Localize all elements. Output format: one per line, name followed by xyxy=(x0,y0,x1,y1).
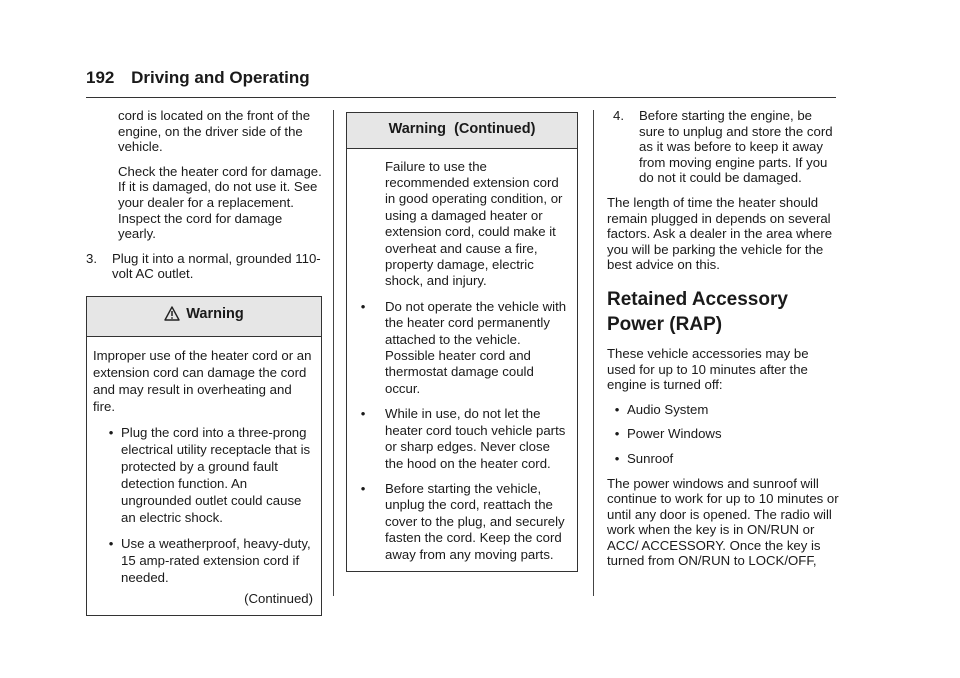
bullet-text: Before starting the vehicle, unplug the cord, reattach the cover to the plug, and securely fasten the cord. Keep the cord away from any moving parts. xyxy=(385,480,565,562)
column-divider xyxy=(593,110,594,596)
warning-triangle-icon xyxy=(164,306,180,326)
page-number: 192 xyxy=(86,68,115,87)
warning-bullet xyxy=(353,481,569,563)
bullet-text: Use a weatherproof, heavy-duty, 15 amp-rated extension cord if needed. xyxy=(121,535,311,585)
warning-bullet xyxy=(93,535,313,586)
warning-bullet xyxy=(93,424,313,526)
warning-bullet xyxy=(353,406,569,472)
bullet-mark: • xyxy=(614,401,620,417)
page-header xyxy=(86,70,310,86)
rap-intro-text: These vehicle accessories may be used for up to 10 minutes after the engine is turned off: xyxy=(607,345,809,393)
bullet-mark: • xyxy=(108,535,114,551)
check-cord-text: Check the heater cord for damage. If it is damaged, do not use it. See your dealer for a replacement. Inspect the cord for damage yearly. xyxy=(118,163,322,242)
column-3 xyxy=(607,108,839,569)
warning-title-text: Warning xyxy=(186,305,244,322)
bullet-mark: • xyxy=(360,406,366,422)
section-title: Driving and Operating xyxy=(131,68,310,87)
section-heading: Retained Accessory Power (RAP) xyxy=(607,288,788,335)
step-number: 3. xyxy=(86,250,97,266)
list-item-text: Sunroof xyxy=(627,450,674,466)
step-text: Before starting the engine, be sure to unplug and store the cord as it was before to keep it away from moving engine parts. If you do not it could be damaged. xyxy=(639,108,833,186)
bullet-mark: • xyxy=(360,480,366,496)
warning-title xyxy=(87,297,321,337)
step-text: Plug it into a normal, grounded 110-volt AC outlet. xyxy=(112,250,321,282)
column-1 xyxy=(86,108,322,616)
warning-intro: Improper use of the heater cord or an extension cord can damage the cord and may result in overheating and fire. xyxy=(93,347,312,414)
warning-body xyxy=(347,149,577,571)
rap-body-text: The power windows and sunroof will continue to work for up to 10 minutes or until any door is opened. The radio will work when the key is in ON/RUN or ACC/ ACCESSORY. Once the key is turned from ON/RUN to LOCK/OFF, xyxy=(607,475,839,569)
bullet-text: Do not operate the vehicle with the heater cord permanently attached to the vehicle. Possible heater cord and thermostat damage could occur. xyxy=(385,298,567,396)
bullet-mark: • xyxy=(614,450,620,466)
list-item xyxy=(607,426,839,442)
continued-label: (Continued) xyxy=(244,590,313,606)
column-divider xyxy=(333,110,334,596)
column-2 xyxy=(346,112,578,572)
step-3 xyxy=(86,251,322,282)
bullet-mark: • xyxy=(360,298,366,314)
list-item-text: Power Windows xyxy=(627,426,722,442)
step-number: 4. xyxy=(613,108,624,123)
header-rule xyxy=(86,97,836,98)
step2-continuation xyxy=(86,108,322,242)
list-item-text: Audio System xyxy=(627,401,709,417)
warning-box xyxy=(86,296,322,616)
warning-bullet xyxy=(353,299,569,397)
bullet-text: While in use, do not let the heater cord touch vehicle parts or sharp edges. Never close the hood on the heater cord. xyxy=(385,406,566,471)
warning-continued-text: Failure to use the recommended extension cord in good operating condition, or using a damaged heater or extension cord, could make it overheat and cause a fire, property damage, electric shock, and injury. xyxy=(385,158,563,289)
warning-body xyxy=(87,337,321,615)
bullet-mark: • xyxy=(614,426,620,442)
plug-duration-text: The length of time the heater should remain plugged in depends on several factors. Ask a dealer in the area where you will be parking the vehicle for the best advice on this. xyxy=(607,194,833,273)
list-item xyxy=(607,402,839,418)
bullet-mark: • xyxy=(108,424,114,440)
warning-continued-box xyxy=(346,112,578,572)
cord-location-text: cord is located on the front of the engine, on the driver side of the vehicle. xyxy=(118,108,311,155)
warning-title: Warning (Continued) xyxy=(347,113,577,149)
list-item xyxy=(607,451,839,467)
bullet-text: Plug the cord into a three-prong electrical utility receptacle that is protected by a ground fault detection function. An ungrounded outlet could cause an electric shock. xyxy=(121,424,311,525)
step-4 xyxy=(607,108,839,186)
